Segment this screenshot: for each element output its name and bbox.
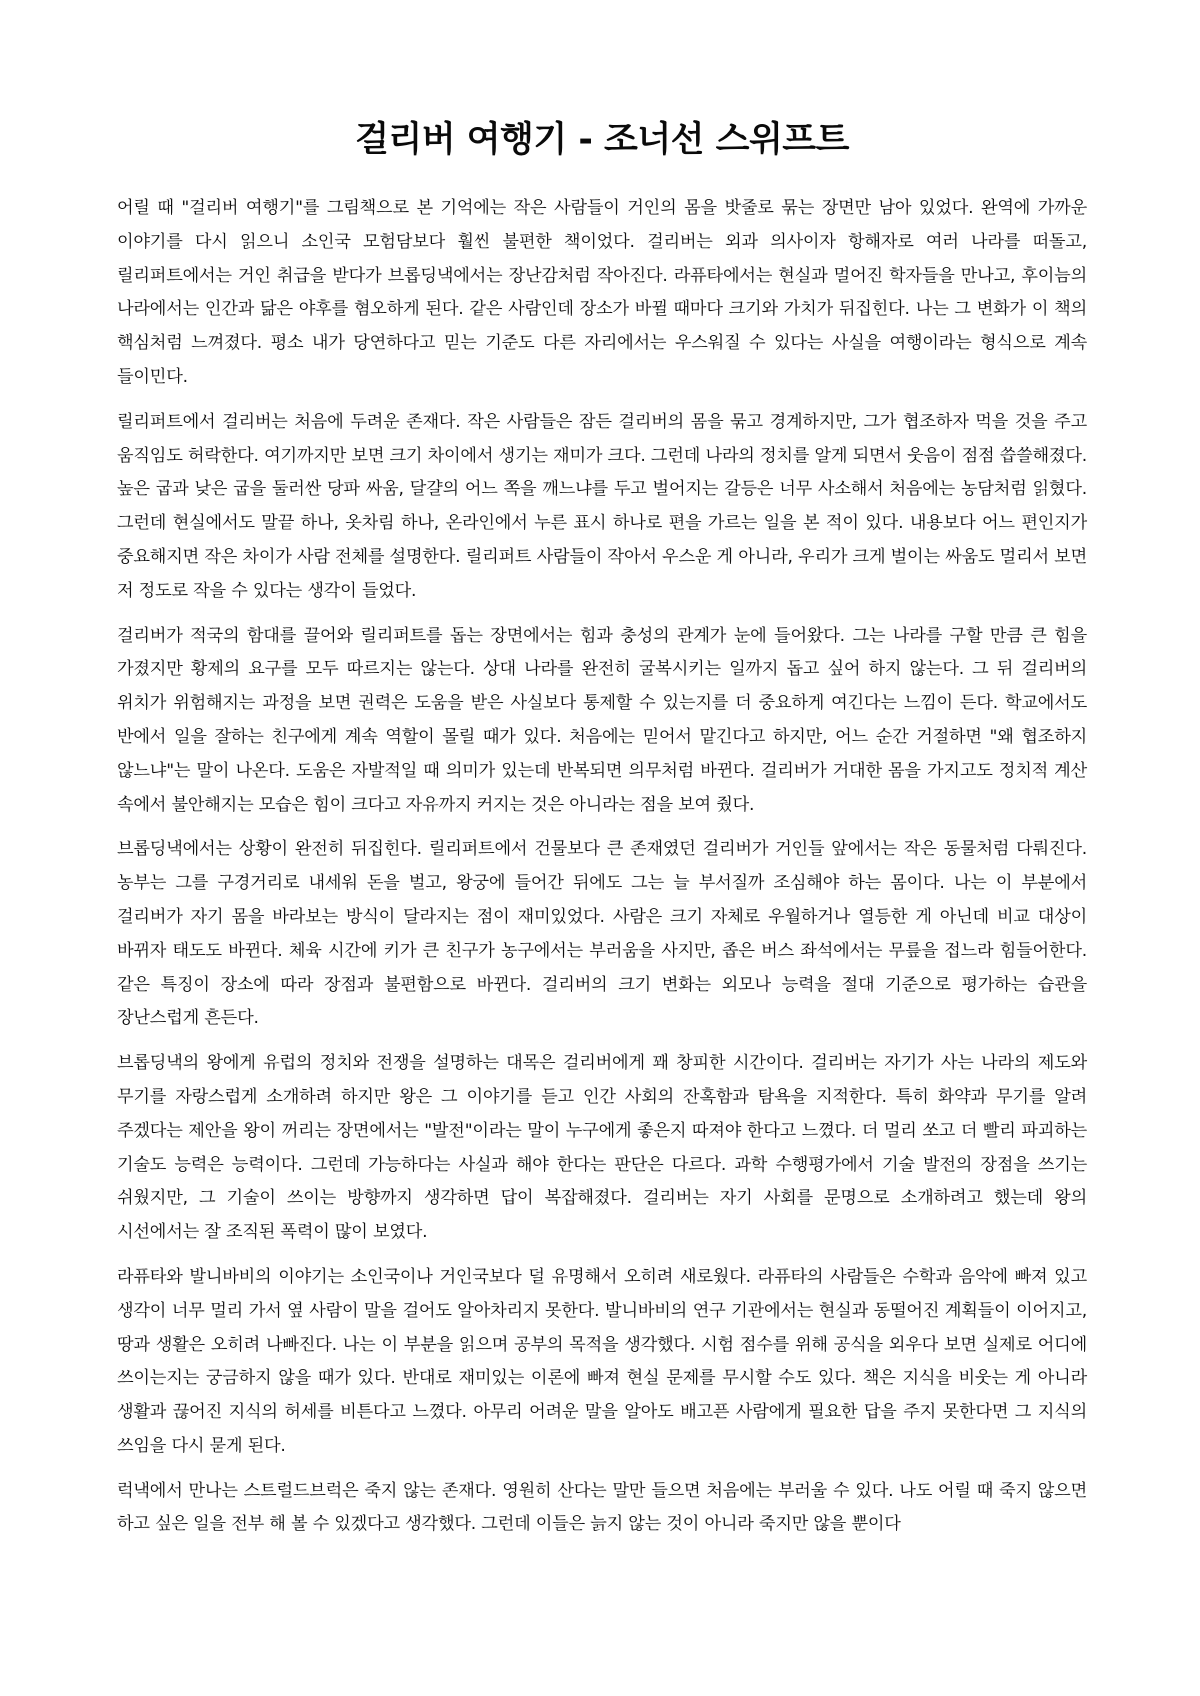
document-title: 걸리버 여행기 - 조너선 스위프트	[355, 120, 849, 160]
paragraph-4: 브롭딩낵에서는 상황이 완전히 뒤집힌다. 릴리퍼트에서 건물보다 큰 존재였던 걸리버가 거인들 앞에서는 작은 동물처럼 다뤄진다. 농부는 그를 구경거리로 내세워 돈을 벌고, 왕궁에 들어간 뒤에도 그는 늘 부서질까 조심해야 하는 몸이다. 나는 이 부분에서 걸리버가 자기 몸을 바라보는 방식이 달라지는 점이 재미있었다. 사람은 크기 자체로 우월하거나 열등한 게 아닌데 비교 대상이 바뀌자 태도도 바뀐다. 체육 시간에 키가 큰 친구가 농구에서는 부러움을 사지만, 좁은 버스 좌석에서는 무릎을 접느라 힘들어한다. 같은 특징이 장소에 따라 장점과 불편함으로 바뀐다. 걸리버의 크기 변화는 외모나 능력을 절대 기준으로 평가하는 습관을 장난스럽게 흔든다.	[117, 839, 1087, 1029]
paragraph-1: 어릴 때 "걸리버 여행기"를 그림책으로 본 기억에는 작은 사람들이 거인의 몸을 밧줄로 묶는 장면만 남아 있었다. 완역에 가까운 이야기를 다시 읽으니 소인국 모험담보다 훨씬 불편한 책이었다. 걸리버는 외과 의사이자 항해자로 여러 나라를 떠돌고, 릴리퍼트에서는 거인 취급을 받다가 브롭딩낵에서는 장난감처럼 작아진다. 라퓨타에서는 현실과 멀어진 학자들을 만나고, 후이늠의 나라에서는 인간과 닮은 야후를 혐오하게 된다. 같은 사람인데 장소가 바뀔 때마다 크기와 가치가 뒤집힌다. 나는 그 변화가 이 책의 핵심처럼 느껴졌다. 평소 내가 당연하다고 믿는 기준도 다른 자리에서는 우스워질 수 있다는 사실을 여행이라는 형식으로 계속 들이민다.	[117, 198, 1087, 387]
paragraph-2: 릴리퍼트에서 걸리버는 처음에 두려운 존재다. 작은 사람들은 잠든 걸리버의 몸을 묶고 경계하지만, 그가 협조하자 먹을 것을 주고 움직임도 허락한다. 여기까지만 보면 크기 차이에서 생기는 재미가 크다. 그런데 나라의 정치를 알게 되면서 웃음이 점점 씁쓸해졌다. 높은 굽과 낮은 굽을 둘러싼 당파 싸움, 달걀의 어느 쪽을 깨느냐를 두고 벌어지는 갈등은 너무 사소해서 처음에는 농담처럼 읽혔다. 그런데 현실에서도 말끝 하나, 옷차림 하나, 온라인에서 누른 표시 하나로 편을 가르는 일을 본 적이 있다. 내용보다 어느 편인지가 중요해지면 작은 차이가 사람 전체를 설명한다. 릴리퍼트 사람들이 작아서 우스운 게 아니라, 우리가 크게 벌이는 싸움도 멀리서 보면 저 정도로 작을 수 있다는 생각이 들었다.	[117, 411, 1087, 601]
paragraph-3: 걸리버가 적국의 함대를 끌어와 릴리퍼트를 돕는 장면에서는 힘과 충성의 관계가 눈에 들어왔다. 그는 나라를 구할 만큼 큰 힘을 가졌지만 황제의 요구를 모두 따르지는 않는다. 상대 나라를 완전히 굴복시키는 일까지 돕고 싶어 하지 않는다. 그 뒤 걸리버의 위치가 위험해지는 과정을 보면 권력은 도움을 받은 사실보다 통제할 수 있는지를 더 중요하게 여긴다는 느낌이 든다. 학교에서도 반에서 일을 잘하는 친구에게 계속 역할이 몰릴 때가 있다. 처음에는 믿어서 맡긴다고 하지만, 어느 순간 거절하면 "왜 협조하지 않느냐"는 말이 나온다. 도움은 자발적일 때 의미가 있는데 반복되면 의무처럼 바뀐다. 걸리버가 거대한 몸을 가지고도 정치적 계산 속에서 불안해지는 모습은 힘이 크다고 자유까지 커지는 것은 아니라는 점을 보여 줬다.	[117, 625, 1087, 815]
paragraph-7: 럭낵에서 만나는 스트럴드브럭은 죽지 않는 존재다. 영원히 산다는 말만 들으면 처음에는 부러울 수 있다. 나도 어릴 때 죽지 않으면 하고 싶은 일을 전부 해 볼 수 있겠다고 생각했다. 그런데 이들은 늙지 않는 것이 아니라 죽지만 않을 뿐이다	[117, 1480, 1087, 1535]
paragraph-6: 라퓨타와 발니바비의 이야기는 소인국이나 거인국보다 덜 유명해서 오히려 새로웠다. 라퓨타의 사람들은 수학과 음악에 빠져 있고 생각이 너무 멀리 가서 옆 사람이 말을 걸어도 알아차리지 못한다. 발니바비의 연구 기관에서는 현실과 동떨어진 계획들이 이어지고, 땅과 생활은 오히려 나빠진다. 나는 이 부분을 읽으며 공부의 목적을 생각했다. 시험 점수를 위해 공식을 외우다 보면 실제로 어디에 쓰이는지는 궁금하지 않을 때가 있다. 반대로 재미있는 이론에 빠져 현실 문제를 무시할 수도 있다. 책은 지식을 비웃는 게 아니라 생활과 끊어진 지식의 허세를 비튼다고 느꼈다. 아무리 어려운 말을 알아도 배고픈 사람에게 필요한 답을 주지 못한다면 그 지식의 쓰임을 다시 묻게 된다.	[117, 1266, 1087, 1456]
paragraph-5: 브롭딩낵의 왕에게 유럽의 정치와 전쟁을 설명하는 대목은 걸리버에게 꽤 창피한 시간이다. 걸리버는 자기가 사는 나라의 제도와 무기를 자랑스럽게 소개하려 하지만 왕은 그 이야기를 듣고 인간 사회의 잔혹함과 탐욕을 지적한다. 특히 화약과 무기를 알려 주겠다는 제안을 왕이 꺼리는 장면에서는 "발전"이라는 말이 누구에게 좋은지 따져야 한다고 느꼈다. 더 멀리 쏘고 더 빨리 파괴하는 기술도 능력은 능력이다. 그런데 가능하다는 사실과 해야 한다는 판단은 다르다. 과학 수행평가에서 기술 발전의 장점을 쓰기는 쉬웠지만, 그 기술이 쓰이는 방향까지 생각하면 답이 복잡해졌다. 걸리버는 자기 사회를 문명으로 소개하려고 했는데 왕의 시선에서는 잘 조직된 폭력이 많이 보였다.	[117, 1053, 1087, 1243]
